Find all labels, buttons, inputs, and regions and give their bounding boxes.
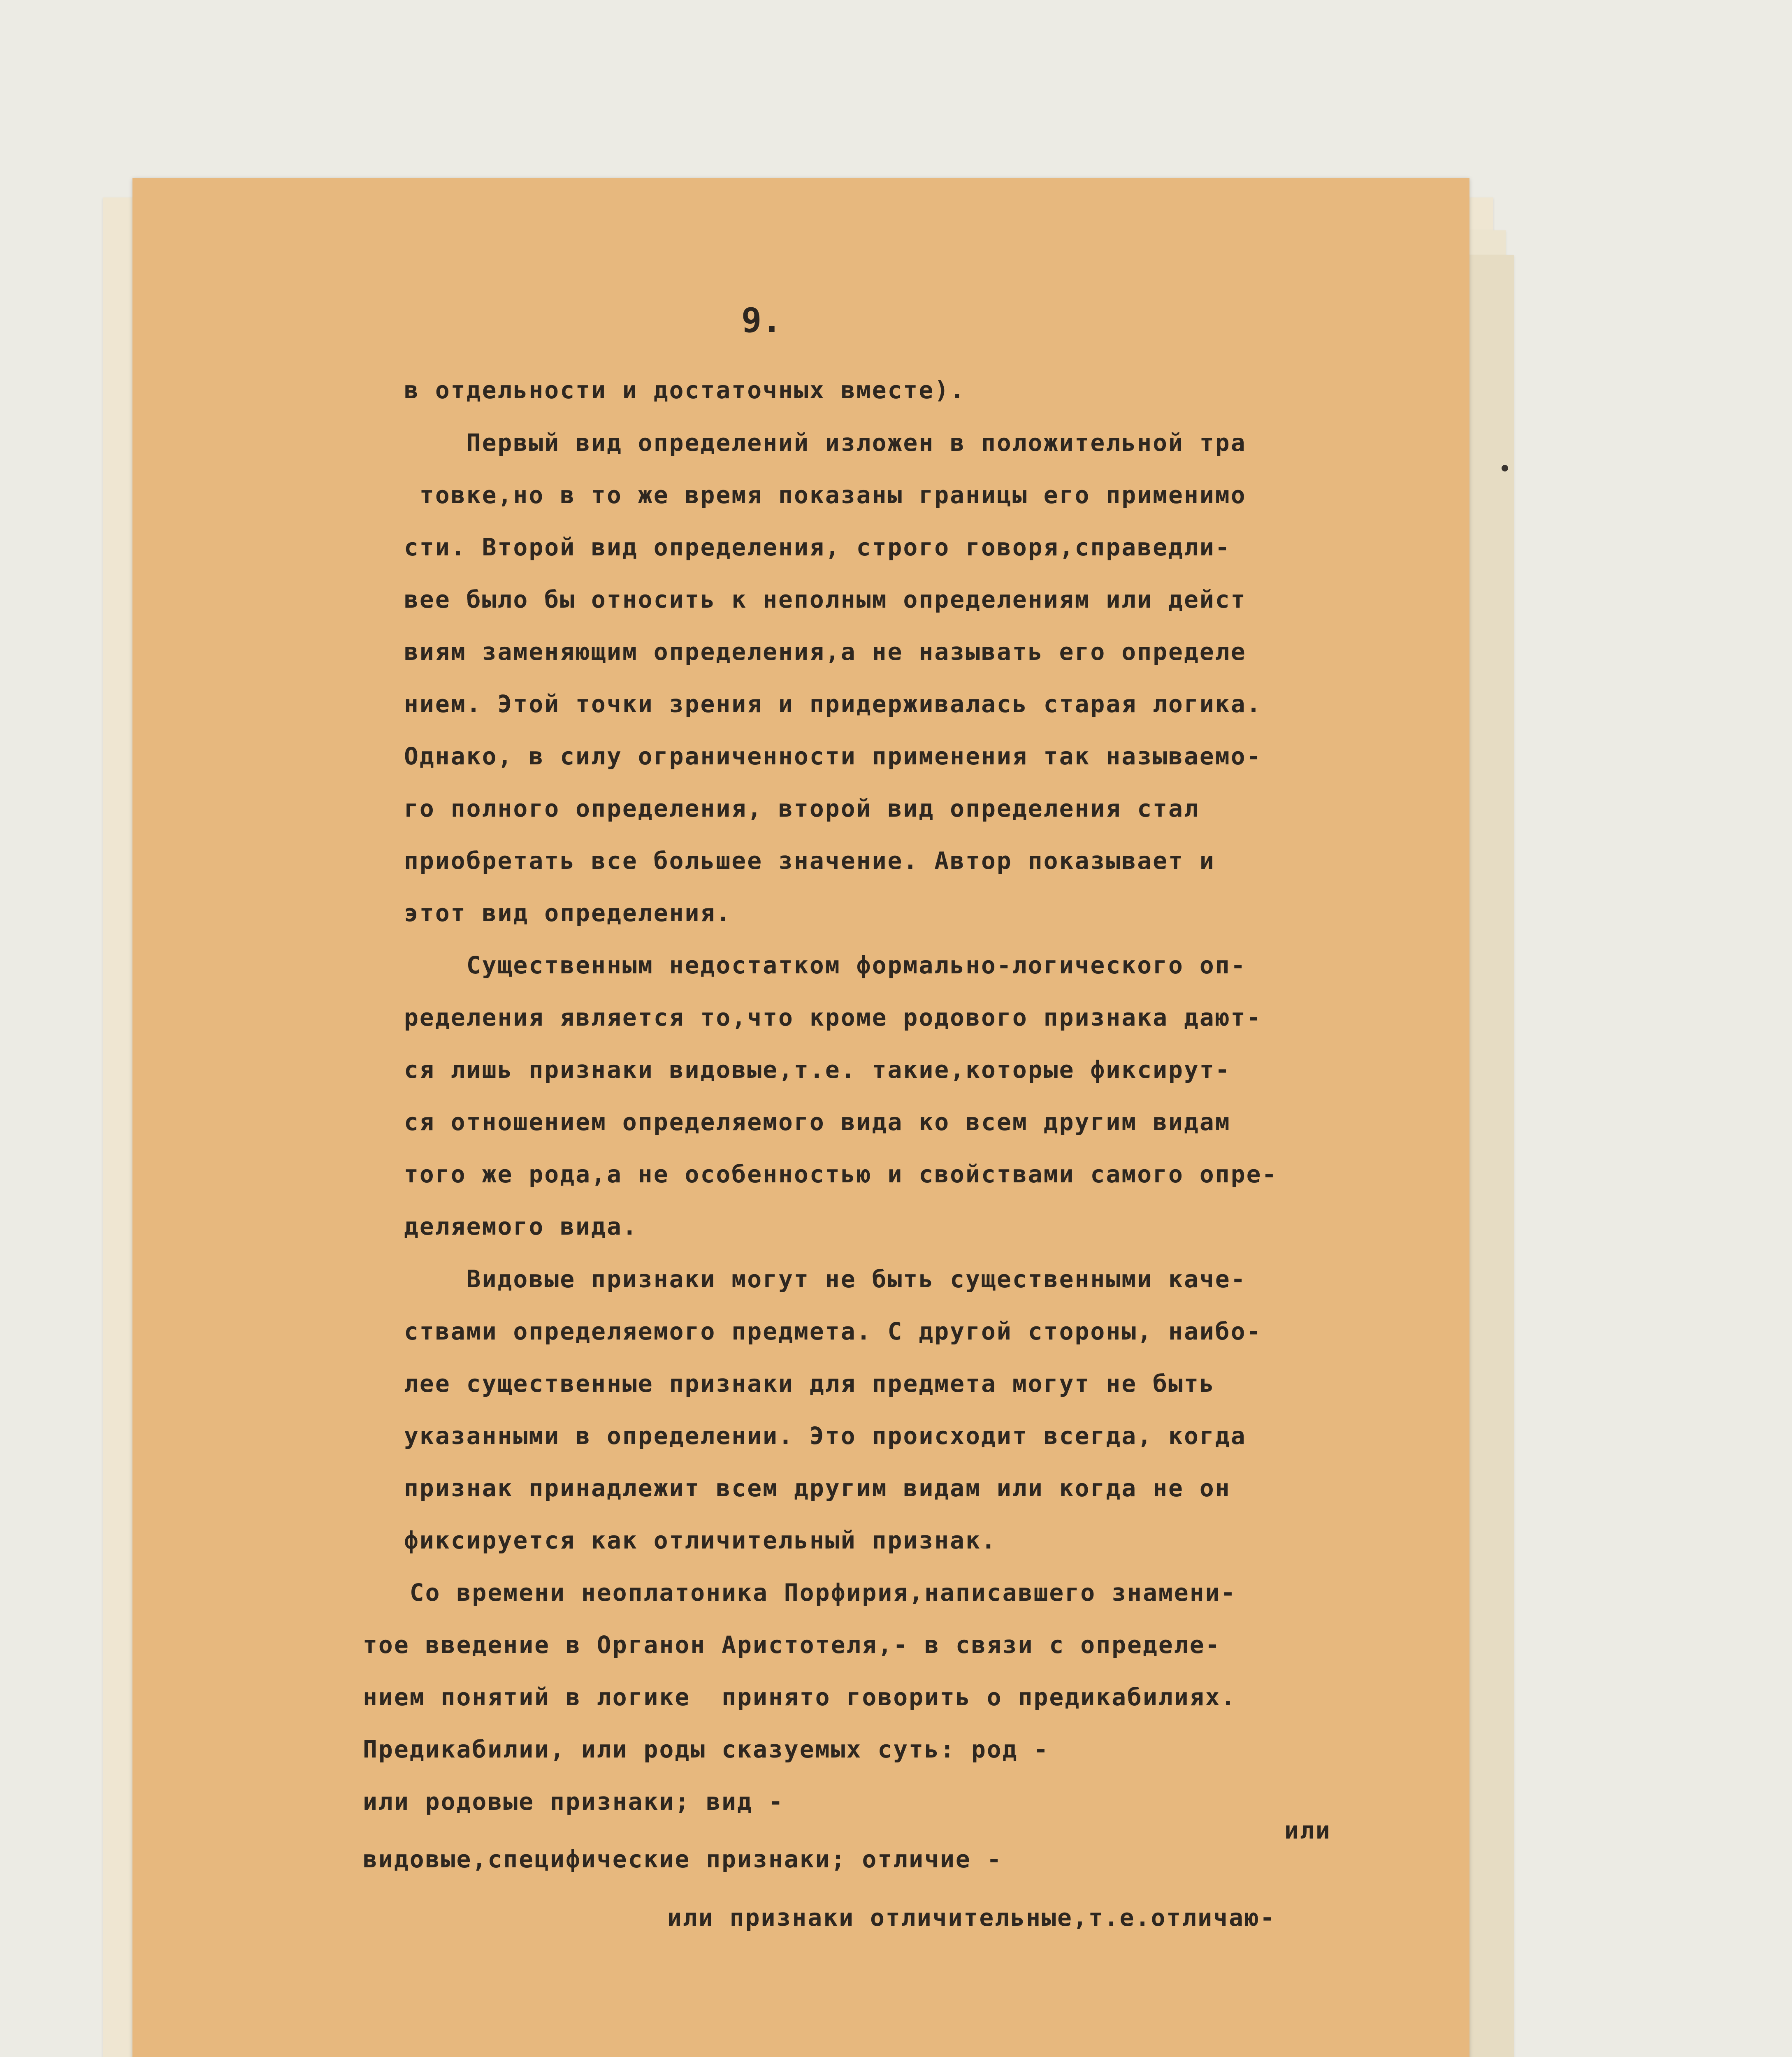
text-line: сти. Второй вид определения, строго говоря,справедли-	[404, 533, 1231, 561]
margin-mark	[1502, 465, 1508, 471]
text-line: Однако, в силу ограниченности применения так называемо-	[404, 742, 1262, 770]
text-line: ределения является то,что кроме родового признака дают-	[404, 1003, 1262, 1031]
text-line: ся лишь признаки видовые,т.е. такие,которые фиксирут-	[404, 1056, 1231, 1084]
text-line: Первый вид определений изложен в положительной тра	[404, 429, 1247, 457]
text-line: признак принадлежит всем другим видам или когда не он	[404, 1474, 1231, 1502]
text-line: Существенным недостатком формально-логического оп-	[404, 951, 1247, 979]
text-line: Со времени неоплатоника Порфирия,написавшего знамени-	[363, 1579, 1237, 1607]
text-line: или родовые признаки; вид -	[363, 1788, 784, 1816]
text-line: или признаки отличительные,т.е.отличаю-	[667, 1904, 1276, 1932]
text-line: виям заменяющим определения,а не называть его определе	[404, 638, 1247, 666]
text-line: го полного определения, второй вид определения стал	[404, 794, 1200, 822]
text-line: приобретать все большее значение. Автор показывает и	[404, 847, 1215, 875]
text-line: ся отношением определяемого вида ко всем другим видам	[404, 1108, 1231, 1136]
page-number: 9.	[741, 301, 782, 340]
text-line: деляемого вида.	[404, 1212, 638, 1240]
inserted-word: или	[1284, 1816, 1331, 1844]
text-line: в отдельности и достаточных вместе).	[404, 376, 966, 404]
text-line: тое введение в Органон Аристотеля,- в связи с определе-	[363, 1631, 1221, 1659]
text-line: товке,но в то же время показаны границы его применимо	[404, 481, 1247, 509]
text-line: фиксируется как отличительный признак.	[404, 1526, 997, 1554]
text-line: указанными в определении. Это происходит всегда, когда	[404, 1422, 1247, 1450]
text-line: нием понятий в логике принято говорить о предикабилиях.	[363, 1683, 1237, 1711]
typewritten-page	[132, 178, 1469, 2057]
text-line: Предикабилии, или роды сказуемых суть: род -	[363, 1735, 1049, 1763]
text-line: ствами определяемого предмета. С другой стороны, наибо-	[404, 1317, 1262, 1345]
text-line: Видовые признаки могут не быть существенными каче-	[404, 1265, 1247, 1293]
text-line: этот вид определения.	[404, 899, 732, 927]
text-line: лее существенные признаки для предмета могут не быть	[404, 1370, 1215, 1398]
text-line: нием. Этой точки зрения и придерживалась старая логика.	[404, 690, 1262, 718]
text-line: вее было бы относить к неполным определениям или дейст	[404, 585, 1247, 613]
text-line: того же рода,а не особенностью и свойствами самого опре-	[404, 1160, 1278, 1188]
text-line: видовые,специфические признаки; отличие -	[363, 1845, 1003, 1873]
